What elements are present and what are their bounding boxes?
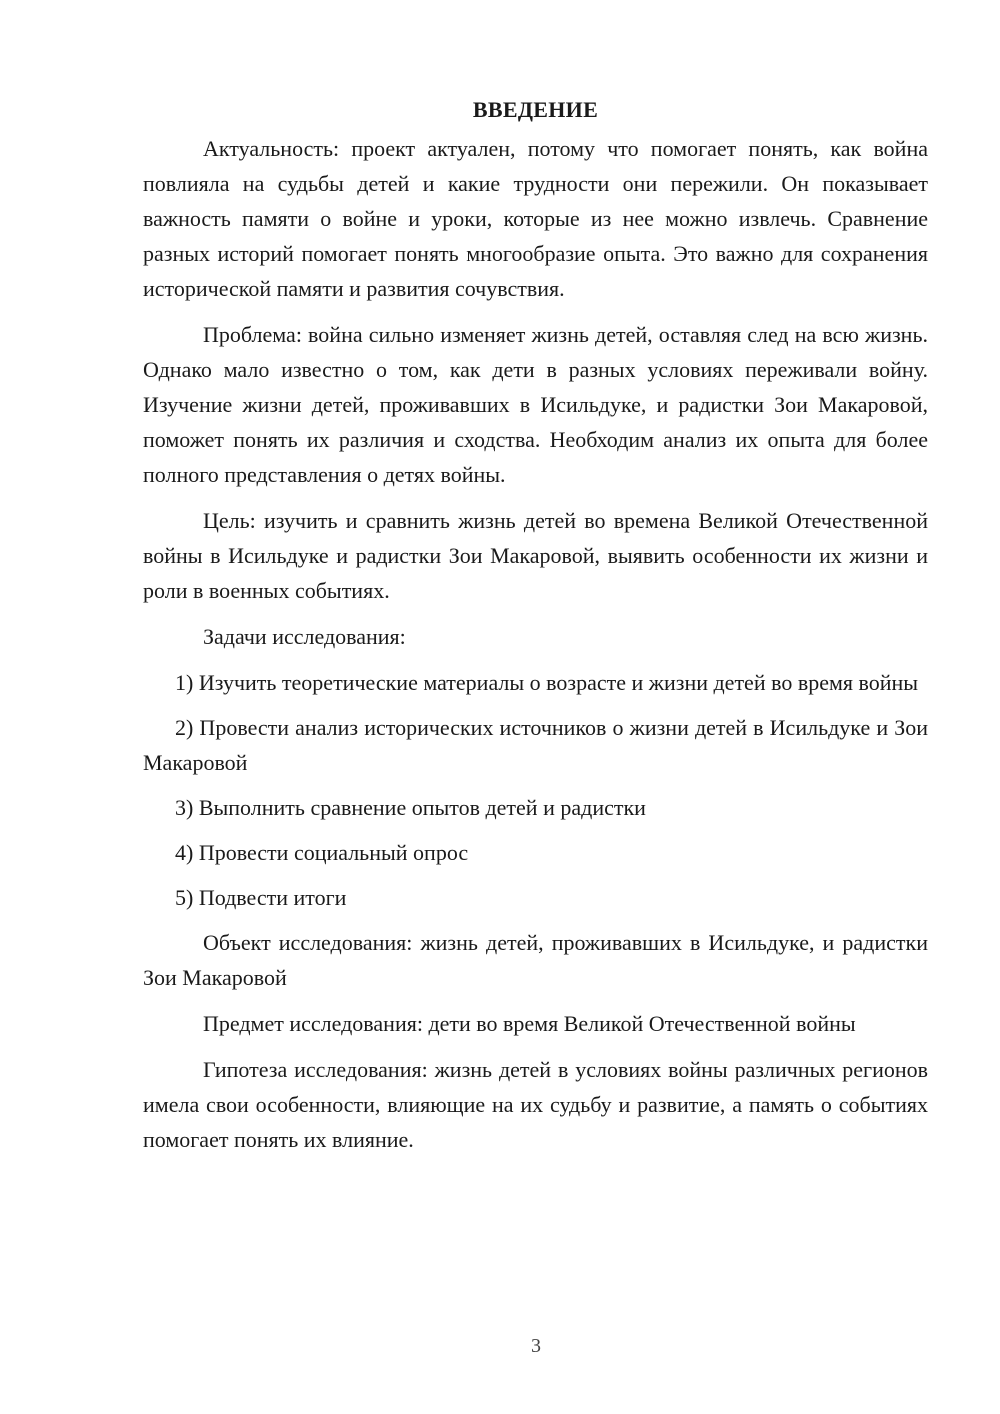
relevance-paragraph: Актуальность: проект актуален, потому что помогает понять, как война повлияла на судьбы детей и какие трудности они пережили. Он показывает важность памяти о войне и уроки, которые из нее можно извлечь. Сравнение разных историй помогает понять многообразие опыта. Это важно для сохранения исторической памяти и развития сочувствия. [143,136,928,301]
problem-paragraph: Проблема: война сильно изменяет жизнь детей, оставляя след на всю жизнь. Однако мало известно о том, как дети в разных условиях переживали войну. Изучение жизни детей, проживавших в Исильдуке, и радистки Зои Макаровой, поможет понять их различия и сходства. Необходим анализ их опыта для более полного представления о детях войны. [143,322,928,487]
task-item-3: 3) Выполнить сравнение опытов детей и радистки [175,795,646,820]
goal-paragraph: Цель: изучить и сравнить жизнь детей во времена Великой Отечественной войны в Исильдуке и радистки Зои Макаровой, выявить особенности их жизни и роли в военных событиях. [143,508,928,603]
task-item-4: 4) Провести социальный опрос [175,840,469,865]
task-item-5: 5) Подвести итоги [175,885,347,910]
tasks-heading: Задачи исследования: [203,624,406,649]
object-paragraph: Объект исследования: жизнь детей, проживавших в Исильдуке, и радистки Зои Макаровой [143,930,928,990]
task-item-1: 1) Изучить теоретические материалы о возрасте и жизни детей во время войны [175,670,919,695]
section-title: ВВЕДЕНИЕ [472,97,599,122]
page-content [143,92,928,1168]
task-item-2: 2) Провести анализ исторических источников о жизни детей в Исильдуке и Зои Макаровой [143,715,928,775]
subject-paragraph: Предмет исследования: дети во время Великой Отечественной войны [203,1011,856,1036]
page-number: 3 [531,1335,541,1357]
hypothesis-paragraph: Гипотеза исследования: жизнь детей в условиях войны различных регионов имела свои особенности, влияющие на их судьбу и развитие, а память о событиях помогает понять их влияние. [143,1057,928,1152]
